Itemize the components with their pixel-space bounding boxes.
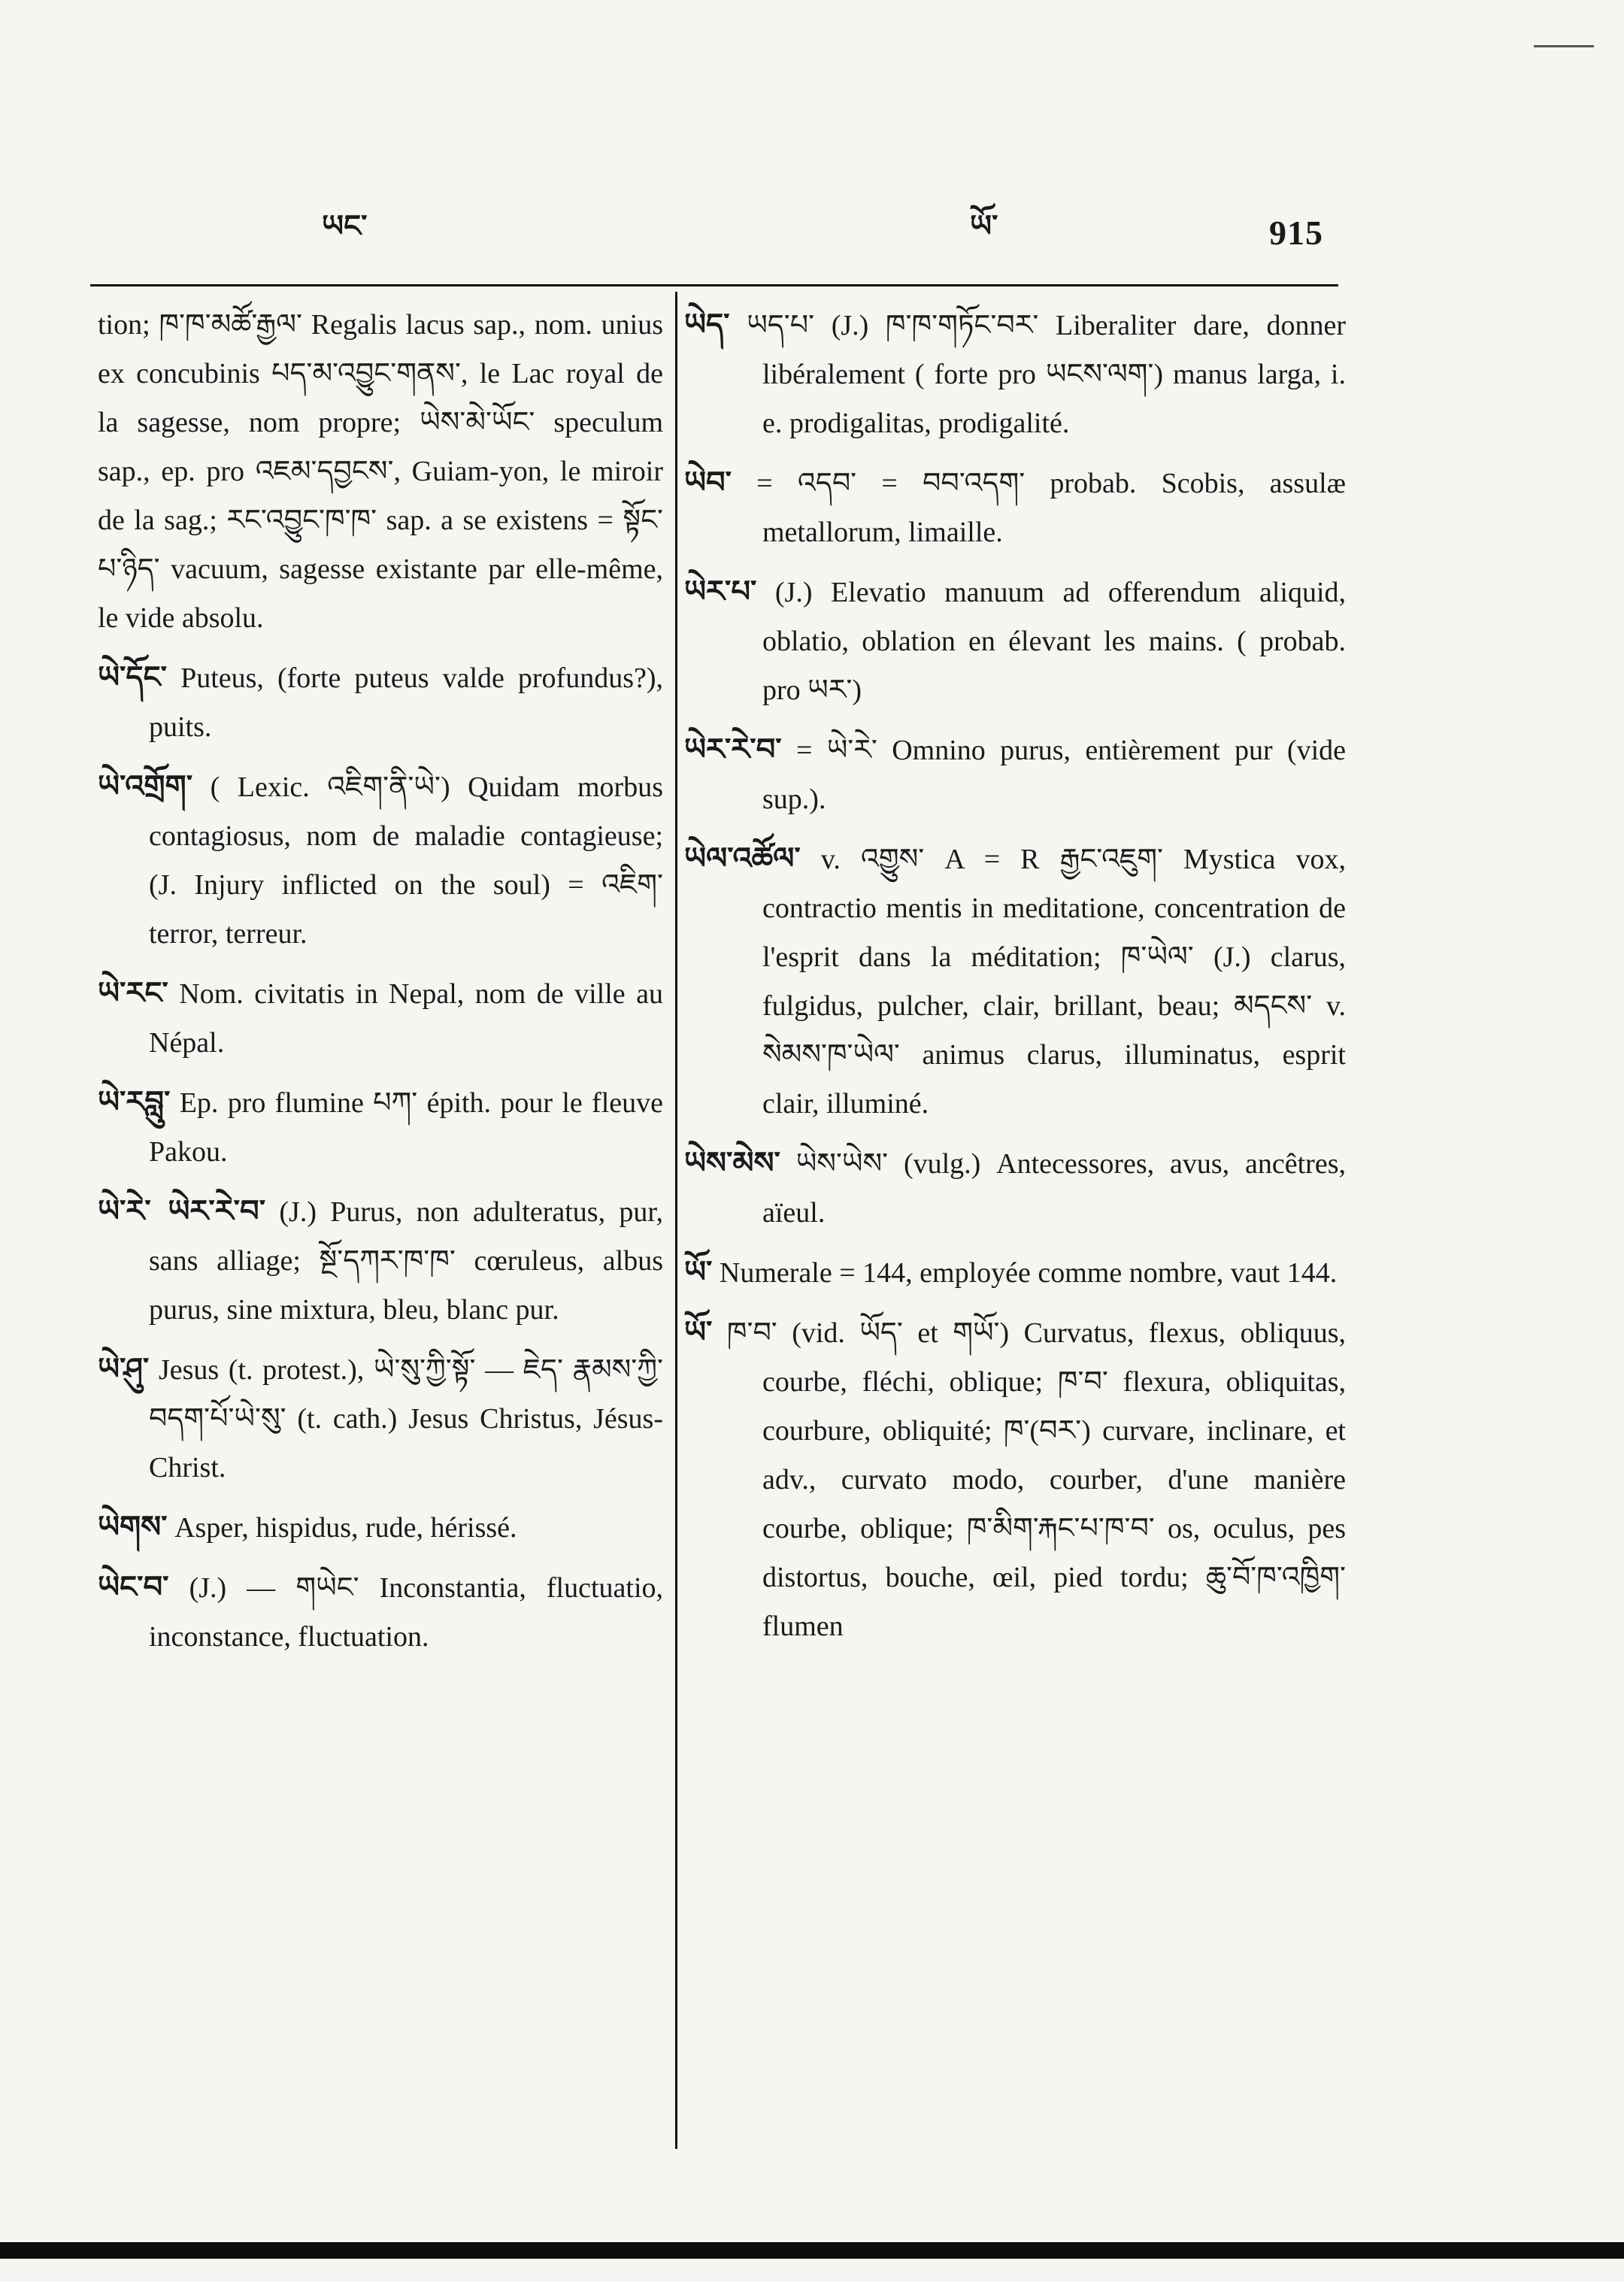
- dictionary-entry: [98, 1078, 663, 1177]
- dictionary-entry: [684, 1139, 1346, 1238]
- entry-text: (J.) Elevatio manuum ad offerendum aliquid, oblatio, oblation en élevant les mains. ( probab. pro ཡར་): [762, 577, 1347, 706]
- entry-text: = ཡེ་རེ་ Omnino purus, entièrement pur (vide sup.).: [762, 735, 1347, 815]
- dictionary-entry: [98, 1503, 663, 1553]
- dictionary-entry: [684, 726, 1346, 824]
- dictionary-entry: [98, 1563, 663, 1662]
- entry-text: Ep. pro flumine པཀ་ épith. pour le fleuve Pakou.: [149, 1087, 664, 1168]
- entry-headword: ཡེ་དོང་: [98, 660, 168, 695]
- right-column: [684, 301, 1346, 1662]
- entry-text: = འདབ་ = བབ་འདག་ probab. Scobis, assulæ metallorum, limaille.: [756, 468, 1346, 548]
- entry-text: (J.) — གཡེང་ Inconstantia, fluctuatio, inconstance, fluctuation.: [149, 1572, 664, 1653]
- entry-headword: ཡེགས་: [98, 1510, 168, 1544]
- entry-text: ཡེས་ཡེས་ (vulg.) Antecessores, avus, ancêtres, aïeul.: [762, 1148, 1346, 1229]
- entry-headword: ཡོ་: [684, 1315, 713, 1350]
- entry-headword: ཡེལ་འཚོལ་: [684, 841, 801, 876]
- entry-headword: ཡེ་རེ་ ཡེར་རེ་བ་: [98, 1194, 266, 1229]
- entry-text: ཡད་པ་ (J.) ཁ་ཁ་གཏོང་བར་ Liberaliter dare, donner libéralement ( forte pro ཡངས་ལག་) manus larga, i. e. prodigalitas, prodigalité.: [747, 310, 1347, 439]
- entry-headword: ཡེ་རབླུ་: [98, 1085, 171, 1120]
- entry-text: tion; ཁ་ཁ་མཚོ་རྒྱལ་ Regalis lacus sap., nom. unius ex concubinis པད་མ་འབྱུང་གནས་, le Lac royal de la sagesse, nom propre; ཡེས་མེ་ཡོང་ speculum sap., ep. pro འཇམ་དབྱངས་, Guiam-yon, le miroir de la sag.; རང་འབྱུང་ཁ་ཁ་ sap. a se existens = སྟོང་པ་ཉིད་ vacuum, sagesse existante par elle-même, le vide absolu.: [98, 309, 663, 634]
- entry-text: Nom. civitatis in Nepal, nom de ville au Népal.: [149, 978, 663, 1059]
- dictionary-entry: [684, 301, 1346, 448]
- entry-text: Asper, hispidus, rude, hérissé.: [174, 1512, 517, 1544]
- entry-text: Puteus, (forte puteus valde profundus?), puits.: [149, 662, 664, 743]
- column-divider: [675, 292, 677, 2149]
- dictionary-entry: [684, 568, 1346, 715]
- dictionary-entry: [98, 969, 663, 1068]
- center-running-head: ཡོ་: [970, 209, 998, 244]
- dictionary-entry: [98, 762, 663, 959]
- dictionary-entry: [684, 1308, 1346, 1651]
- entry-text: ( Lexic. འཇིག་ནི་ཡེ་) Quidam morbus contagiosus, nom de maladie contagieuse; (J. Injury inflicted on the soul) = འཇིག་ terror, terreur.: [149, 771, 663, 950]
- left-column: [98, 301, 663, 1672]
- entry-text: (J.) Purus, non adulteratus, pur, sans alliage; སྔོ་དཀར་ཁ་ཁ་ cœruleus, albus purus, sine mixtura, bleu, blanc pur.: [149, 1196, 664, 1326]
- header-rule: [90, 284, 1338, 286]
- entry-headword: ཡེ་འགྲོག་: [98, 769, 193, 804]
- entry-headword: ཡེབ་: [684, 465, 732, 500]
- dictionary-entry: [684, 1248, 1346, 1298]
- page-header: [0, 192, 1624, 274]
- page-number: 915: [1269, 214, 1323, 252]
- corner-scan-mark: [1534, 45, 1594, 47]
- dictionary-entry: [98, 1187, 663, 1335]
- bottom-scan-border: [0, 2242, 1624, 2259]
- dictionary-entry: [684, 459, 1346, 557]
- entry-headword: ཡོ་: [684, 1255, 713, 1289]
- entry-text: ཁ་བ་ (vid. ཡོད་ et གཡོ་) Curvatus, flexus, obliquus, courbe, fléchi, oblique; ཁ་བ་ flexura, obliquitas, courbure, obliquité; ཁ་(བར་) curvare, inclinare, et adv., curvato modo, courber, d'une manière courbe, oblique; ཁ་མིག་རྐང་པ་ཁ་བ་ os, oculus, pes distortus, bouche, œil, pied tordu; ཆུ་བོ་ཁ་འཁྱིག་ flumen: [726, 1317, 1346, 1642]
- entry-headword: ཡེ་རང་: [98, 976, 168, 1011]
- entry-headword: ཡེས་མེས་: [684, 1146, 780, 1180]
- entry-headword: ཡེད་: [684, 308, 730, 342]
- entry-headword: ཡེ་ཤུ་: [98, 1352, 150, 1386]
- entry-headword: ཡེང་བ་: [98, 1570, 169, 1605]
- entry-text: Numerale = 144, employée comme nombre, vaut 144.: [719, 1257, 1338, 1289]
- dictionary-entry: [98, 653, 663, 752]
- entry-text: v. འགྱུས་ A = R རྒྱང་འཇུག་ Mystica vox, contractio mentis in meditatione, concentration de l'esprit dans la méditation; ཁ་ཡེལ་ (J.) clarus, fulgidus, pulcher, clair, brillant, beau; མདངས་ v. སེམས་ཁ་ཡེལ་ animus clarus, illuminatus, esprit clair, illuminé.: [762, 844, 1346, 1120]
- entry-text: Jesus (t. protest.), ཡེ་སུ་ཀྱི་སྟོ་ — ཇེད་ རྣམས་ཀྱི་བདག་པོ་ཡེ་སུ་ (t. cath.) Jesus Christus, Jésus-Christ.: [149, 1354, 663, 1483]
- entry-headword: ཡེར་པ་: [684, 574, 757, 609]
- entry-headword: ཡེར་རེ་བ་: [684, 732, 782, 767]
- left-running-head: ཡང་: [322, 209, 368, 244]
- dictionary-entry: [98, 301, 663, 643]
- dictionary-entry: [98, 1345, 663, 1493]
- dictionary-entry: [684, 835, 1346, 1129]
